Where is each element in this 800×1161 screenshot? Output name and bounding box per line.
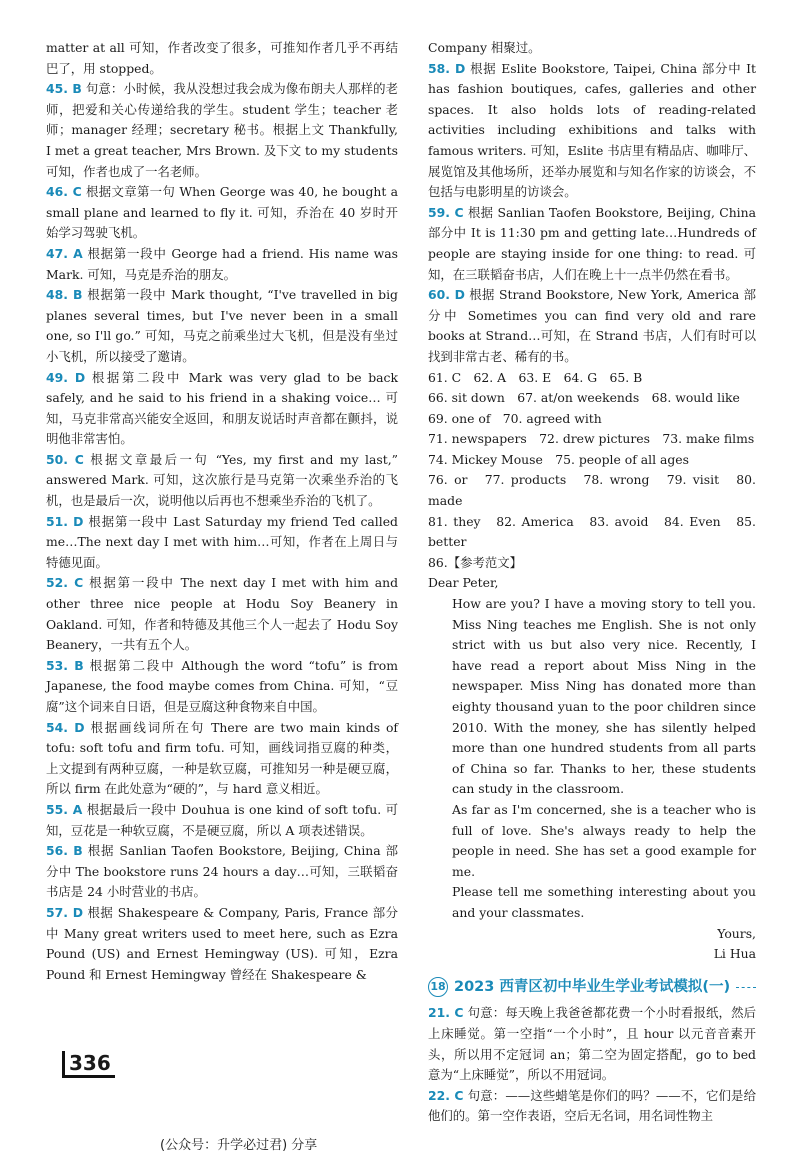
letter-closing: Yours, [717, 925, 756, 941]
answer-explanation: matter at all 可知，作者改变了很多，可推知作者几乎不再结巴了，用 stopped。 [46, 40, 398, 76]
question-number: 59. C [428, 204, 464, 220]
answer-item [46, 903, 398, 985]
answer-explanation: 根据 Shakespeare & Company, Paris, France 部分中 Many great writers used to meet here, such as Ezra Pound (US) and Ernest Hemingway (US). 可知，Ezra Pound 和 Ernest Hemingway 曾经在 Shakespeare & [46, 904, 398, 982]
page-number: 336 [62, 1051, 115, 1078]
answer-explanation: 根据第二段中 Mark was very glad to be back safely, and he said to his friend in a shaking voice… 可知，马克非常高兴能安全返回，和朋友说话时声音都在颤抖，说明他非常害怕。 [46, 369, 398, 447]
answer-explanation: 根据 Strand Bookstore, New York, America 部分中 Sometimes you can find very old and rare books at Strand…可知，在 Strand 书店，人们有时可以找到非常古老、稀有的书。 [428, 287, 756, 364]
answer-item [428, 59, 756, 203]
answer-item [46, 244, 398, 285]
left-column [46, 38, 398, 985]
answer-item [46, 841, 398, 903]
section-title: 2023 西青区初中毕业生学业考试模拟(一) [454, 978, 731, 995]
question-number: 45. B [46, 81, 82, 97]
answer-explanation: 根据第一段中 Last Saturday my friend Ted called me…The next day I met with him…可知，作者在上周日与特德见面。 [46, 513, 398, 570]
question-number: 55. A [46, 801, 83, 817]
answer-explanation: 根据画线词所在句 There are two main kinds of tofu: soft tofu and firm tofu. 可知，画线词指豆腐的种类，上文提到有两种豆腐，一种是软豆腐，可推知另一种是硬豆腐，所以 firm 在此处意为“硬的”，与 hard 意义相近。 [46, 719, 398, 797]
question-number: 54. D [46, 719, 85, 735]
short-answer-line: 71. newspapers 72. drew pictures 73. make films [428, 431, 755, 447]
short-answer-line: 76. or 77. products 78. wrong 79. visit 80. made [428, 472, 756, 509]
answer-explanation: 根据第一段中 George had a friend. His name was Mark. 可知，马克是乔治的朋友。 [46, 245, 399, 282]
letter-paragraph-2: As far as I'm concerned, she is a teacher who is full of love. She's always ready to help the people in need. She has set a good example for me. [452, 801, 756, 879]
answer-explanation: 根据 Sanlian Taofen Bookstore, Beijing, China 部分中 The bookstore runs 24 hours a day…可知，三联韬奋书店是 24 小时营业的书店。 [46, 843, 398, 900]
right-column [428, 38, 756, 1127]
question-number: 51. D [46, 513, 84, 529]
question-number: 22. C [428, 1087, 464, 1103]
letter-paragraph-1: How are you? I have a moving story to tell you. Miss Ning teaches me English. She is not only strict with us but also very nice. Recently, I have read a report about Miss Ning in the newspaper. Miss Ning has donated more than eighty thousand yuan to the poor children since 2010. With the money, she has silently helped more than one hundred students from all parts of China so far. Thanks to her, these students can study in the classroom. [452, 596, 756, 797]
question-number: 48. B [46, 287, 83, 303]
answer-item [46, 38, 398, 79]
question-number: 56. B [46, 843, 83, 859]
answer-explanation: 根据第一段中 Mark thought, “I've travelled in big planes several times, but I've never been in a small one, so I'll go.” 可知，马克之前乘坐过大飞机，但是没有坐过小飞机，所以接受了邀请。 [46, 287, 398, 364]
answer-item [46, 285, 398, 367]
answer-item [428, 285, 756, 367]
question-number: 49. D [46, 369, 86, 385]
answer-item [428, 1086, 756, 1127]
model-letter [428, 573, 756, 964]
answer-explanation: 句意：小时候，我从没想过我会成为像布朗夫人那样的老师，把爱和关心传递给我的学生。student 学生；teacher 老师；manager 经理；secretary 秘书。根据上文 Thankfully, I met a great teacher, Mrs Brown. 及下文 to my students 可知，作者也成了一名老师。 [46, 81, 398, 179]
answer-explanation: 根据 Sanlian Taofen Bookstore, Beijing, China 部分中 It is 11:30 pm and getting late…Hundreds of people are staying inside for one thing: to read. 可知，在三联韬奋书店，人们在晚上十一点半仍然在看书。 [428, 204, 757, 282]
short-answer-line: 81. they 82. America 83. avoid 84. Even 85. better [428, 513, 756, 550]
answer-item [46, 800, 398, 841]
answer-item [46, 182, 398, 244]
answer-item [428, 1003, 756, 1085]
short-answer-line: 61. C 62. A 63. E 64. G 65. B [428, 369, 643, 385]
answer-item [46, 718, 398, 800]
answer-item [46, 573, 398, 655]
question-number: 52. C [46, 575, 84, 591]
letter-paragraph-3: Please tell me something interesting about you and your classmates. [452, 884, 756, 920]
question-number: 21. C [428, 1005, 464, 1021]
answer-explanation: 句意：——这些蜡笔是你们的吗？——不，它们是给他们的。第一空作表语，空后无名词，用名词性物主 [428, 1087, 757, 1124]
page-footer: (公众号：升学必过君) 分享 [160, 1138, 318, 1153]
answer-item [46, 450, 398, 512]
answer-item [428, 38, 756, 59]
short-answer-line: 86.【参考范文】 [428, 554, 523, 570]
answer-explanation: 根据第二段中 Although the word “tofu” is from Japanese, the food maybe comes from China. 可知，“豆腐”这个词来自日语，但是豆腐这种食物来自中国。 [46, 657, 398, 714]
question-number: 47. A [46, 245, 83, 261]
letter-signature: Li Hua [713, 946, 756, 962]
answer-item [46, 79, 398, 182]
section-number: 18 [428, 977, 448, 997]
question-number: 58. D [428, 60, 466, 76]
answer-explanation: 根据文章第一句 When George was 40, he bought a small plane and learned to fly it. 可知，乔治在 40 岁时开始学习驾驶飞机。 [46, 184, 399, 241]
section-divider [736, 987, 756, 988]
answer-item [46, 512, 398, 574]
answer-explanation: 根据第一段中 The next day I met with him and other three nice people at Hodu Soy Beanery in Oakland. 可知，作者和特德及其他三个人一起去了 Hodu Soy Beanery，一共有五个人。 [46, 575, 398, 653]
letter-salutation: Dear Peter, [428, 575, 499, 591]
answer-explanation: Company 相聚过。 [428, 40, 541, 55]
answer-explanation: 根据 Eslite Bookstore, Taipei, China 部分中 It has fashion boutiques, cafes, galleries and other spaces. It also holds lots of reading-related activities including exhibitions and talks with famous writers. 可知，Eslite 书店里有精品店、咖啡厅、展览馆及其他场所，还举办展览和与知名作家的访谈会，不包括与电影明星的访谈会。 [428, 60, 756, 200]
answer-explanation: 根据文章最后一句 “Yes, my first and my last,” answered Mark. 可知，这次旅行是马克第一次乘坐乔治的飞机，也是最后一次，说明他以后再也不想乘坐乔治的飞机了。 [46, 451, 398, 509]
question-number: 46. C [46, 184, 82, 200]
question-number: 53. B [46, 657, 84, 673]
short-answer-line: 74. Mickey Mouse 75. people of all ages [428, 451, 690, 467]
answer-explanation: 句意：每天晚上我爸爸都花费一个小时看报纸，然后上床睡觉。第一空指“一个小时”，且 hour 以元音音素开头，所以用不定冠词 an；第二空为固定搭配，go to bed 意为“上床睡觉”，所以不用冠词。 [428, 1005, 757, 1083]
answer-item [46, 656, 398, 718]
question-number: 50. C [46, 451, 84, 467]
answer-item [428, 203, 756, 285]
section-header [428, 977, 756, 998]
question-number: 57. D [46, 904, 84, 920]
answer-item [46, 368, 398, 450]
question-number: 60. D [428, 287, 465, 303]
short-answer-line: 69. one of 70. agreed with [428, 410, 602, 426]
short-answer-line: 66. sit down 67. at/on weekends 68. would like [428, 390, 740, 406]
answer-explanation: 根据最后一段中 Douhua is one kind of soft tofu. 可知，豆花是一种软豆腐，不是硬豆腐，所以 A 项表述错误。 [46, 801, 398, 838]
